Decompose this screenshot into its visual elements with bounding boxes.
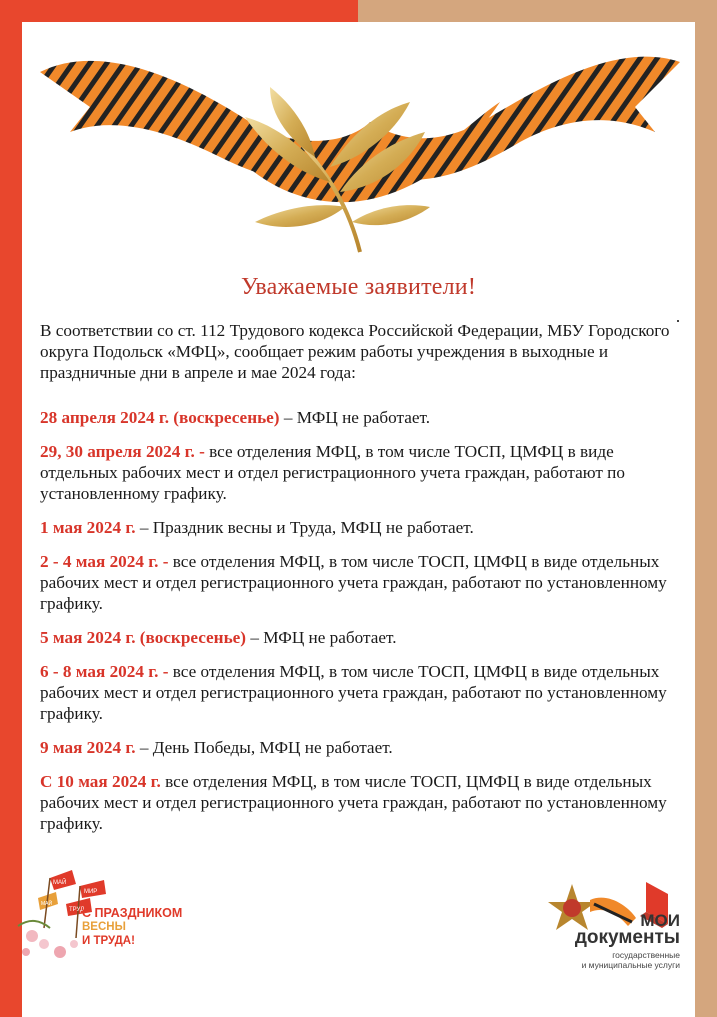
- entry-date: 6 - 8 мая 2024 г. -: [40, 662, 169, 681]
- entry-date: 9 мая 2024 г.: [40, 738, 136, 757]
- tagline-line: и муниципальные услуги: [581, 960, 680, 970]
- schedule-entry: [40, 441, 680, 504]
- schedule-entry: [40, 771, 680, 834]
- schedule-entry: [40, 627, 680, 648]
- flag-word: МАЙ: [41, 901, 53, 907]
- schedule-entry: [40, 407, 680, 428]
- greeting-line: ВЕСНЫ: [82, 921, 126, 933]
- st-george-ribbon-icon: [30, 22, 690, 272]
- schedule-entry: [40, 517, 680, 538]
- flag-word: МАЙ: [53, 880, 67, 886]
- intro-paragraph: В соответствии со ст. 112 Трудового кодекса Российской Федерации, МБУ Городского округа Подольск «МФЦ», сообщает режим работы учреждения в выходные и праздничные дни в апреле и мае 2024 года:: [40, 321, 670, 382]
- flag-word: ТРУД: [69, 907, 85, 913]
- brand-name-short: МОИ: [640, 911, 680, 930]
- entry-date: 28 апреля 2024 г. (воскресенье): [40, 408, 280, 427]
- entry-text: все отделения МФЦ, в том числе ТОСП, ЦМФЦ в виде отдельных рабочих мест и отдел регистрационного учета граждан, работают по установленному графику.: [40, 772, 667, 833]
- entry-text: все отделения МФЦ, в том числе ТОСП, ЦМФЦ в виде отдельных рабочих мест и отдел регистрационного учета граждан, работают по установленному графику.: [40, 442, 625, 503]
- entry-date: 5 мая 2024 г. (воскресенье): [40, 628, 247, 647]
- schedule-entry: [40, 737, 680, 758]
- notice-body: [40, 320, 680, 847]
- greeting-line: И ТРУДА!: [82, 935, 135, 947]
- brand-name-main: документы: [574, 927, 680, 948]
- entry-date: 29, 30 апреля 2024 г. -: [40, 442, 205, 461]
- holiday-greeting: [82, 906, 182, 948]
- entry-date: С 10 мая 2024 г.: [40, 772, 161, 791]
- entry-date: 2 - 4 мая 2024 г. -: [40, 552, 169, 571]
- entry-text: – МФЦ не работает.: [279, 408, 431, 427]
- schedule-entry: [40, 661, 680, 724]
- tagline-line: государственные: [612, 950, 680, 960]
- schedule-entry: [40, 551, 680, 614]
- greeting-line: С ПРАЗДНИКОМ: [82, 906, 183, 920]
- entry-date: 1 мая 2024 г.: [40, 518, 136, 537]
- entry-text: – МФЦ не работает.: [246, 628, 397, 647]
- entry-text: – День Победы, МФЦ не работает.: [135, 738, 393, 757]
- entry-text: – Праздник весны и Труда, МФЦ не работает.: [135, 518, 474, 537]
- entry-text: все отделения МФЦ, в том числе ТОСП, ЦМФЦ в виде отдельных рабочих мест и отдел регистрационного учета граждан, работают по установленному графику.: [40, 662, 667, 723]
- flag-word: МИР: [84, 889, 98, 895]
- page-title: Уважаемые заявители!: [240, 274, 477, 300]
- brand-tagline: [530, 950, 680, 970]
- entry-text: все отделения МФЦ, в том числе ТОСП, ЦМФЦ в виде отдельных рабочих мест и отдел регистрационного учета граждан, работают по установленному графику.: [40, 552, 667, 613]
